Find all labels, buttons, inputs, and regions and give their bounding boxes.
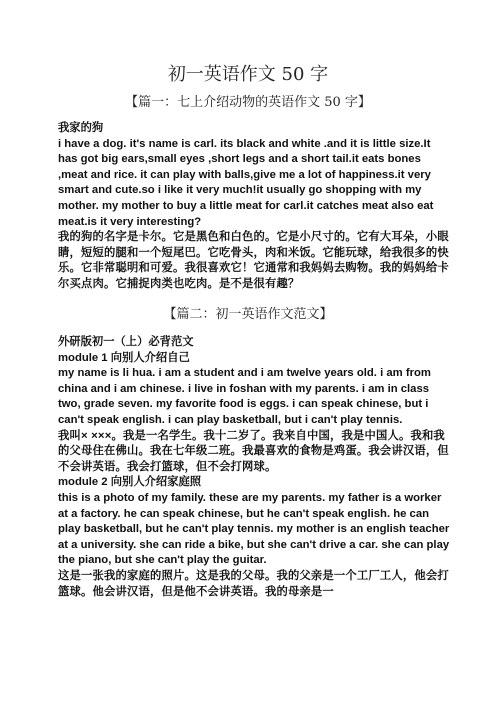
- module2-title: module 2 向别人介绍家庭照: [58, 476, 202, 489]
- module1-chinese-paragraph: 我叫× ×××。我是一名学生。我十二岁了。我来自中国，我是中国人。我和我的父母住在佛山。我在七年级二班。我最喜欢的食物是鸡蛋。我会讲汉语，但不会讲英语。我会打篮球，但不会打网球。: [58, 429, 449, 473]
- section1-heading: 【篇一：七上介绍动物的英语作文 50 字】: [125, 95, 371, 110]
- module2-chinese-paragraph: 这是一张我的家庭的照片。这是我的父母。我的父亲是一个工厂工人，他会打篮球。他会讲汉语，但是他不会讲英语。我的母亲是一: [58, 569, 449, 598]
- module2-english-paragraph: this is a photo of my family. these are my parents. my father is a worker at a factory. he can speak chinese, but he can't speak english. he can play basketball, but he can't play tennis. my mother is an english teacher at a university. she can ride a bike, but she can't drive a car. she can play the piano, but she can't play the guitar.: [58, 491, 450, 567]
- section1-chinese-paragraph: 我的狗的名字是卡尔。它是黑色和白色的。它是小尺寸的。它有大耳朵，小眼睛，短短的腿和一个短尾巴。它吃骨头，肉和米饭。它能玩球，给我很多的快乐。它非常聪明和可爱。我很喜欢它！它通常和我妈妈去购物。我的妈妈给卡尔买点肉。它捕捉肉类也吃肉。是不是很有趣？: [58, 231, 449, 290]
- document-title: 初一英语作文 50 字: [167, 64, 329, 85]
- section2-intro: 外研版初一（上）必背范文: [58, 336, 194, 348]
- section1-body: [58, 121, 450, 293]
- section2-body: [58, 335, 450, 600]
- section1-subtitle: 我家的狗: [58, 122, 104, 134]
- module1-title: module 1 向别人介绍自己: [58, 351, 190, 364]
- section2-heading: 【篇二：初一英语作文范文】: [163, 307, 333, 322]
- module1-english-paragraph: my name is li hua. i am a student and i am twelve years old. i am from china and i am chinese. i live in foshan with my parents. i am in class two, grade seven. my favorite food is eggs. i can speak chinese, but i can't speak english. i can play basketball, but i can't play tennis.: [58, 367, 431, 426]
- section1-english-paragraph: i have a dog. it's name is carl. its black and white .and it is little size.It has got big ears,small eyes ,short legs and a short tail.it eats bones ,meat and rice. it can play with balls,give me a lot of happiness.it very smart and cute.so i like it very much!it usually go shopping with my mother. my mother to buy a little meat for carl.it catches meat also eat meat.is it very interesting?: [58, 137, 434, 228]
